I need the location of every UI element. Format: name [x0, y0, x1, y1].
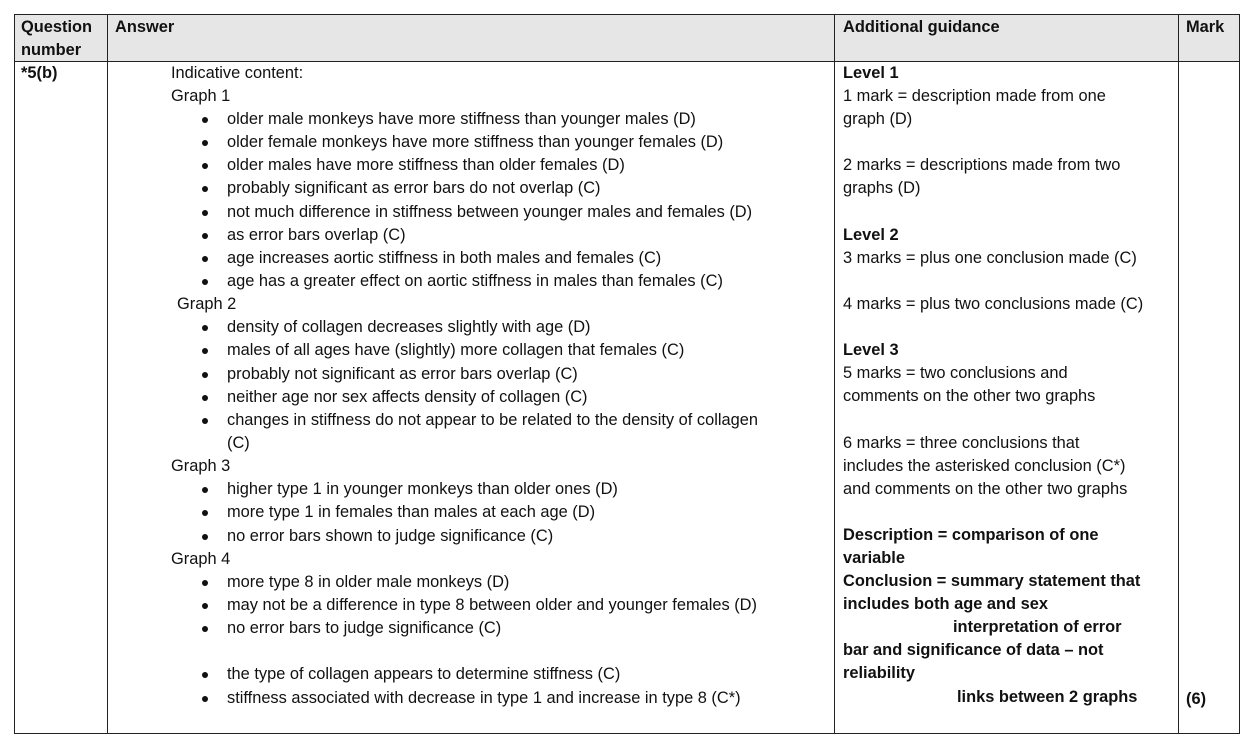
- bullet-point: [202, 534, 208, 540]
- guidance-spacer: [843, 131, 1175, 154]
- guidance-line: 1 mark = description made from one: [843, 87, 1106, 106]
- header-mark: Mark: [1186, 18, 1225, 36]
- header-additional-guidance: Additional guidance: [843, 18, 1000, 36]
- answer-bullet: older female monkeys have more stiffness than younger females (D): [227, 133, 724, 151]
- guidance-spacer: [843, 201, 1175, 224]
- answer-bullet: neither age nor sex affects density of collagen (C): [227, 388, 588, 406]
- level-3-heading: Level 3: [843, 341, 899, 360]
- header-question-number: Question: [21, 18, 93, 36]
- guidance-line: graphs (D): [843, 179, 921, 198]
- bullet-point: [202, 140, 208, 146]
- bullet-point: [202, 372, 208, 378]
- answer-bullet: no error bars shown to judge significance (C): [227, 527, 554, 545]
- answer-bullet: males of all ages have (slightly) more collagen that females (C): [227, 341, 685, 359]
- guidance-line: comments on the other two graphs: [843, 387, 1096, 406]
- bullet-point: [202, 487, 208, 493]
- guidance-line: 4 marks = plus two conclusions made (C): [843, 294, 1144, 313]
- guidance-spacer: [843, 501, 1175, 524]
- answer-bullet: higher type 1 in younger monkeys than older ones (D): [227, 480, 618, 498]
- guidance-line: includes the asterisked conclusion (C*): [843, 456, 1126, 475]
- bullet-point: [202, 603, 208, 609]
- bullet-point: [202, 163, 208, 169]
- description-definition-cont: variable: [843, 548, 905, 567]
- answer-bullet: not much difference in stiffness between younger males and females (D): [227, 203, 753, 221]
- answer-bullet: more type 8 in older male monkeys (D): [227, 573, 510, 591]
- conclusion-definition-cont: links between 2 graphs: [957, 687, 1138, 706]
- level-1-heading: Level 1: [843, 64, 899, 82]
- guidance-spacer: [843, 270, 1175, 293]
- conclusion-definition-cont: bar and significance of data – not: [843, 641, 1104, 660]
- conclusion-definition-cont: includes both age and sex: [843, 595, 1048, 614]
- guidance-spacer: [843, 408, 1175, 431]
- bullet-point: [202, 233, 208, 239]
- bullet-point: [202, 186, 208, 192]
- conclusion-definition: Conclusion = summary statement that: [843, 572, 1141, 591]
- level-2-heading: Level 2: [843, 225, 899, 244]
- question-number: *5(b): [21, 64, 58, 82]
- bullet-point: [202, 580, 208, 586]
- bullet-point: [202, 626, 208, 632]
- bullet-point: [202, 395, 208, 401]
- answer-bullet: age has a greater effect on aortic stiffness in males than females (C): [227, 272, 723, 290]
- additional-guidance: [843, 62, 1175, 709]
- answer-bullet: changes in stiffness do not appear to be related to the density of collagen: [227, 411, 758, 429]
- guidance-line: 5 marks = two conclusions and: [843, 364, 1068, 383]
- indicative-content-label: Indicative content:: [171, 64, 304, 82]
- bullet-point: [202, 418, 208, 424]
- guidance-line: 2 marks = descriptions made from two: [843, 156, 1121, 175]
- bullet-point: [202, 256, 208, 262]
- guidance-line: 3 marks = plus one conclusion made (C): [843, 248, 1137, 267]
- bullet-point: [202, 279, 208, 285]
- bullet-point: [202, 210, 208, 216]
- answer-bullet: probably not significant as error bars overlap (C): [227, 365, 578, 383]
- guidance-line: graph (D): [843, 110, 913, 129]
- answer-bullet: older male monkeys have more stiffness than younger males (D): [227, 110, 696, 128]
- bullet-point: [202, 696, 208, 702]
- header-question-number-line2: number: [21, 41, 82, 59]
- conclusion-definition-cont: reliability: [843, 664, 915, 683]
- bullet-point: [202, 672, 208, 678]
- answer-bullet: stiffness associated with decrease in type 1 and increase in type 8 (C*): [227, 689, 741, 707]
- column-divider: [1178, 14, 1179, 734]
- guidance-spacer: [843, 316, 1175, 339]
- bullet-point: [202, 348, 208, 354]
- conclusion-definition-cont: interpretation of error: [953, 618, 1122, 637]
- answer-bullet: age increases aortic stiffness in both males and females (C): [227, 249, 662, 267]
- header-answer: Answer: [115, 18, 175, 36]
- graph-heading: Graph 1: [171, 87, 231, 105]
- answer-bullet: as error bars overlap (C): [227, 226, 406, 244]
- column-divider: [107, 14, 108, 734]
- bullet-point: [202, 510, 208, 516]
- description-definition: Description = comparison of one: [843, 525, 1099, 544]
- guidance-line: 6 marks = three conclusions that: [843, 433, 1080, 452]
- graph-heading: Graph 3: [171, 457, 231, 475]
- answer-bullet: more type 1 in females than males at each age (D): [227, 503, 596, 521]
- answer-bullet: probably significant as error bars do not overlap (C): [227, 179, 601, 197]
- bullet-point: [202, 325, 208, 331]
- bullet-point: [202, 117, 208, 123]
- mark-value: (6): [1186, 690, 1207, 708]
- guidance-line: and comments on the other two graphs: [843, 479, 1128, 498]
- answer-bullet-continuation: (C): [227, 434, 250, 452]
- column-divider: [834, 14, 835, 734]
- answer-bullet: older males have more stiffness than older females (D): [227, 156, 625, 174]
- answer-bullet: the type of collagen appears to determine stiffness (C): [227, 665, 621, 683]
- answer-bullet: density of collagen decreases slightly with age (D): [227, 318, 591, 336]
- answer-bullet: no error bars to judge significance (C): [227, 619, 502, 637]
- answer-bullet: may not be a difference in type 8 between older and younger females (D): [227, 596, 757, 614]
- graph-heading: Graph 2: [177, 295, 237, 313]
- graph-heading: Graph 4: [171, 550, 231, 568]
